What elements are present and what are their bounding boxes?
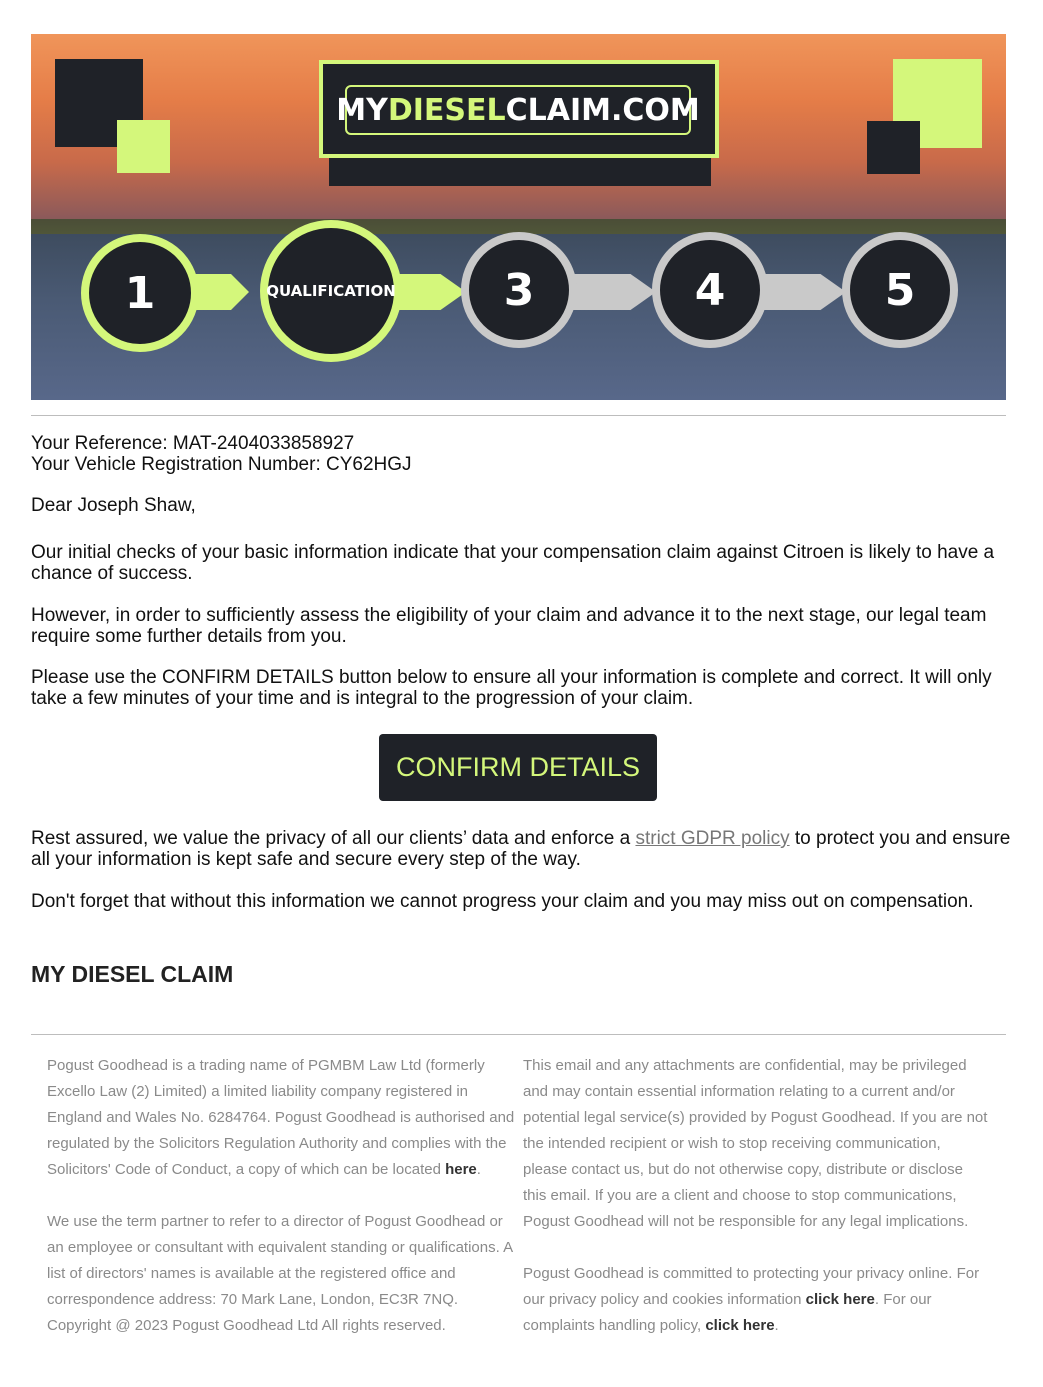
code-of-conduct-link[interactable]: here	[445, 1161, 477, 1178]
footer-right-column	[523, 1053, 989, 1339]
body-paragraph-1: Our initial checks of your basic information indicate that your compensation claim against Citroen is likely to have a chance of success.	[31, 542, 995, 584]
footer-text: .	[774, 1317, 779, 1334]
body-paragraph-2: However, in order to sufficiently assess the eligibility of your claim and advance it to the next stage, our legal team require some further details from you.	[31, 605, 987, 647]
footer-text: Pogust Goodhead is committed to protecting your privacy online. For our privacy policy and cookies information	[523, 1265, 980, 1308]
reference-details	[31, 433, 1011, 475]
progress-step-3	[461, 232, 577, 348]
privacy-text: Rest assured, we value the privacy of all our clients’ data and enforce a	[31, 828, 636, 849]
footer-confidentiality-text: This email and any attachments are confidential, may be privileged and may contain essential information relating to a current and/or potential legal service(s) provided by Pogust Goodhead. If you are not the intended recipient or wish to stop receiving communication, please contact us, but do not otherwise copy, distribute or disclose this email. If you are a client and choose to stop communications, Pogust Goodhead will not be responsible for any legal implications.	[523, 1057, 988, 1230]
progress-step-qualification	[260, 220, 402, 362]
divider	[31, 415, 1006, 416]
brand-heading: MY DIESEL CLAIM	[31, 961, 234, 987]
step-label: 1	[124, 267, 156, 319]
footer-divider	[31, 1034, 1006, 1035]
confirm-details-button[interactable]: CONFIRM DETAILS	[379, 734, 657, 801]
complaints-policy-link[interactable]: click here	[705, 1317, 775, 1334]
privacy-text-end: to protect you and ensure all your information is kept safe and secure every step of the way.	[31, 828, 1011, 870]
footer-privacy-text	[523, 1261, 989, 1339]
step-label: 5	[884, 264, 916, 316]
vehicle-registration: Your Vehicle Registration Number: CY62HGJ	[31, 454, 412, 475]
footer-legal-text	[47, 1053, 517, 1183]
body-paragraph-4	[31, 828, 1011, 870]
step-label: 4	[694, 264, 726, 316]
footer-text: Pogust Goodhead is a trading name of PGMBM Law Ltd (formerly Excello Law (2) Limited) a limited liability company registered in England and Wales No. 6284764. Pogust Goodhead is authorised and regulated by the Solicitors Regulation Authority and complies with the Solicitors' Code of Conduct, a copy of which can be located	[47, 1057, 515, 1178]
greeting: Dear Joseph Shaw,	[31, 495, 196, 516]
privacy-policy-link[interactable]: click here	[805, 1291, 875, 1308]
footer-text: . For our complaints handling policy,	[523, 1291, 932, 1334]
logo-text-accent: DIESEL	[387, 92, 506, 128]
body-paragraph-3: Please use the CONFIRM DETAILS button below to ensure all your information is complete and correct. It will only take a few minutes of your time and is integral to the progression of your claim.	[31, 667, 992, 709]
footer-text: .	[476, 1161, 481, 1178]
footer-partner-text: We use the term partner to refer to a director of Pogust Goodhead or an employee or consultant with equivalent standing or qualifications. A list of directors' names is available at the registered office and correspondence address: 70 Mark Lane, London, EC3R 7NQ. Copyright @ 2023 Pogust Goodhead Ltd All rights reserved.	[47, 1213, 513, 1334]
decor-square	[867, 121, 920, 174]
body-paragraph-5: Don't forget that without this information we cannot progress your claim and you may miss out on compensation.	[31, 891, 974, 912]
reference-number: Your Reference: MAT-2404033858927	[31, 433, 355, 454]
gdpr-policy-link[interactable]: strict GDPR policy	[635, 828, 790, 849]
progress-step-5	[842, 232, 958, 348]
progress-step-4	[652, 232, 768, 348]
header-banner	[31, 34, 1006, 400]
step-label: QUALIFICATION	[266, 282, 396, 300]
logo-text-tail: CLAIM.COM	[505, 92, 700, 128]
progress-step-1	[81, 234, 199, 352]
step-label: 3	[503, 264, 535, 316]
site-logo	[336, 85, 700, 135]
decor-square	[117, 120, 170, 173]
footer-left-column	[47, 1053, 517, 1339]
logo-text-main: MY	[336, 92, 388, 128]
